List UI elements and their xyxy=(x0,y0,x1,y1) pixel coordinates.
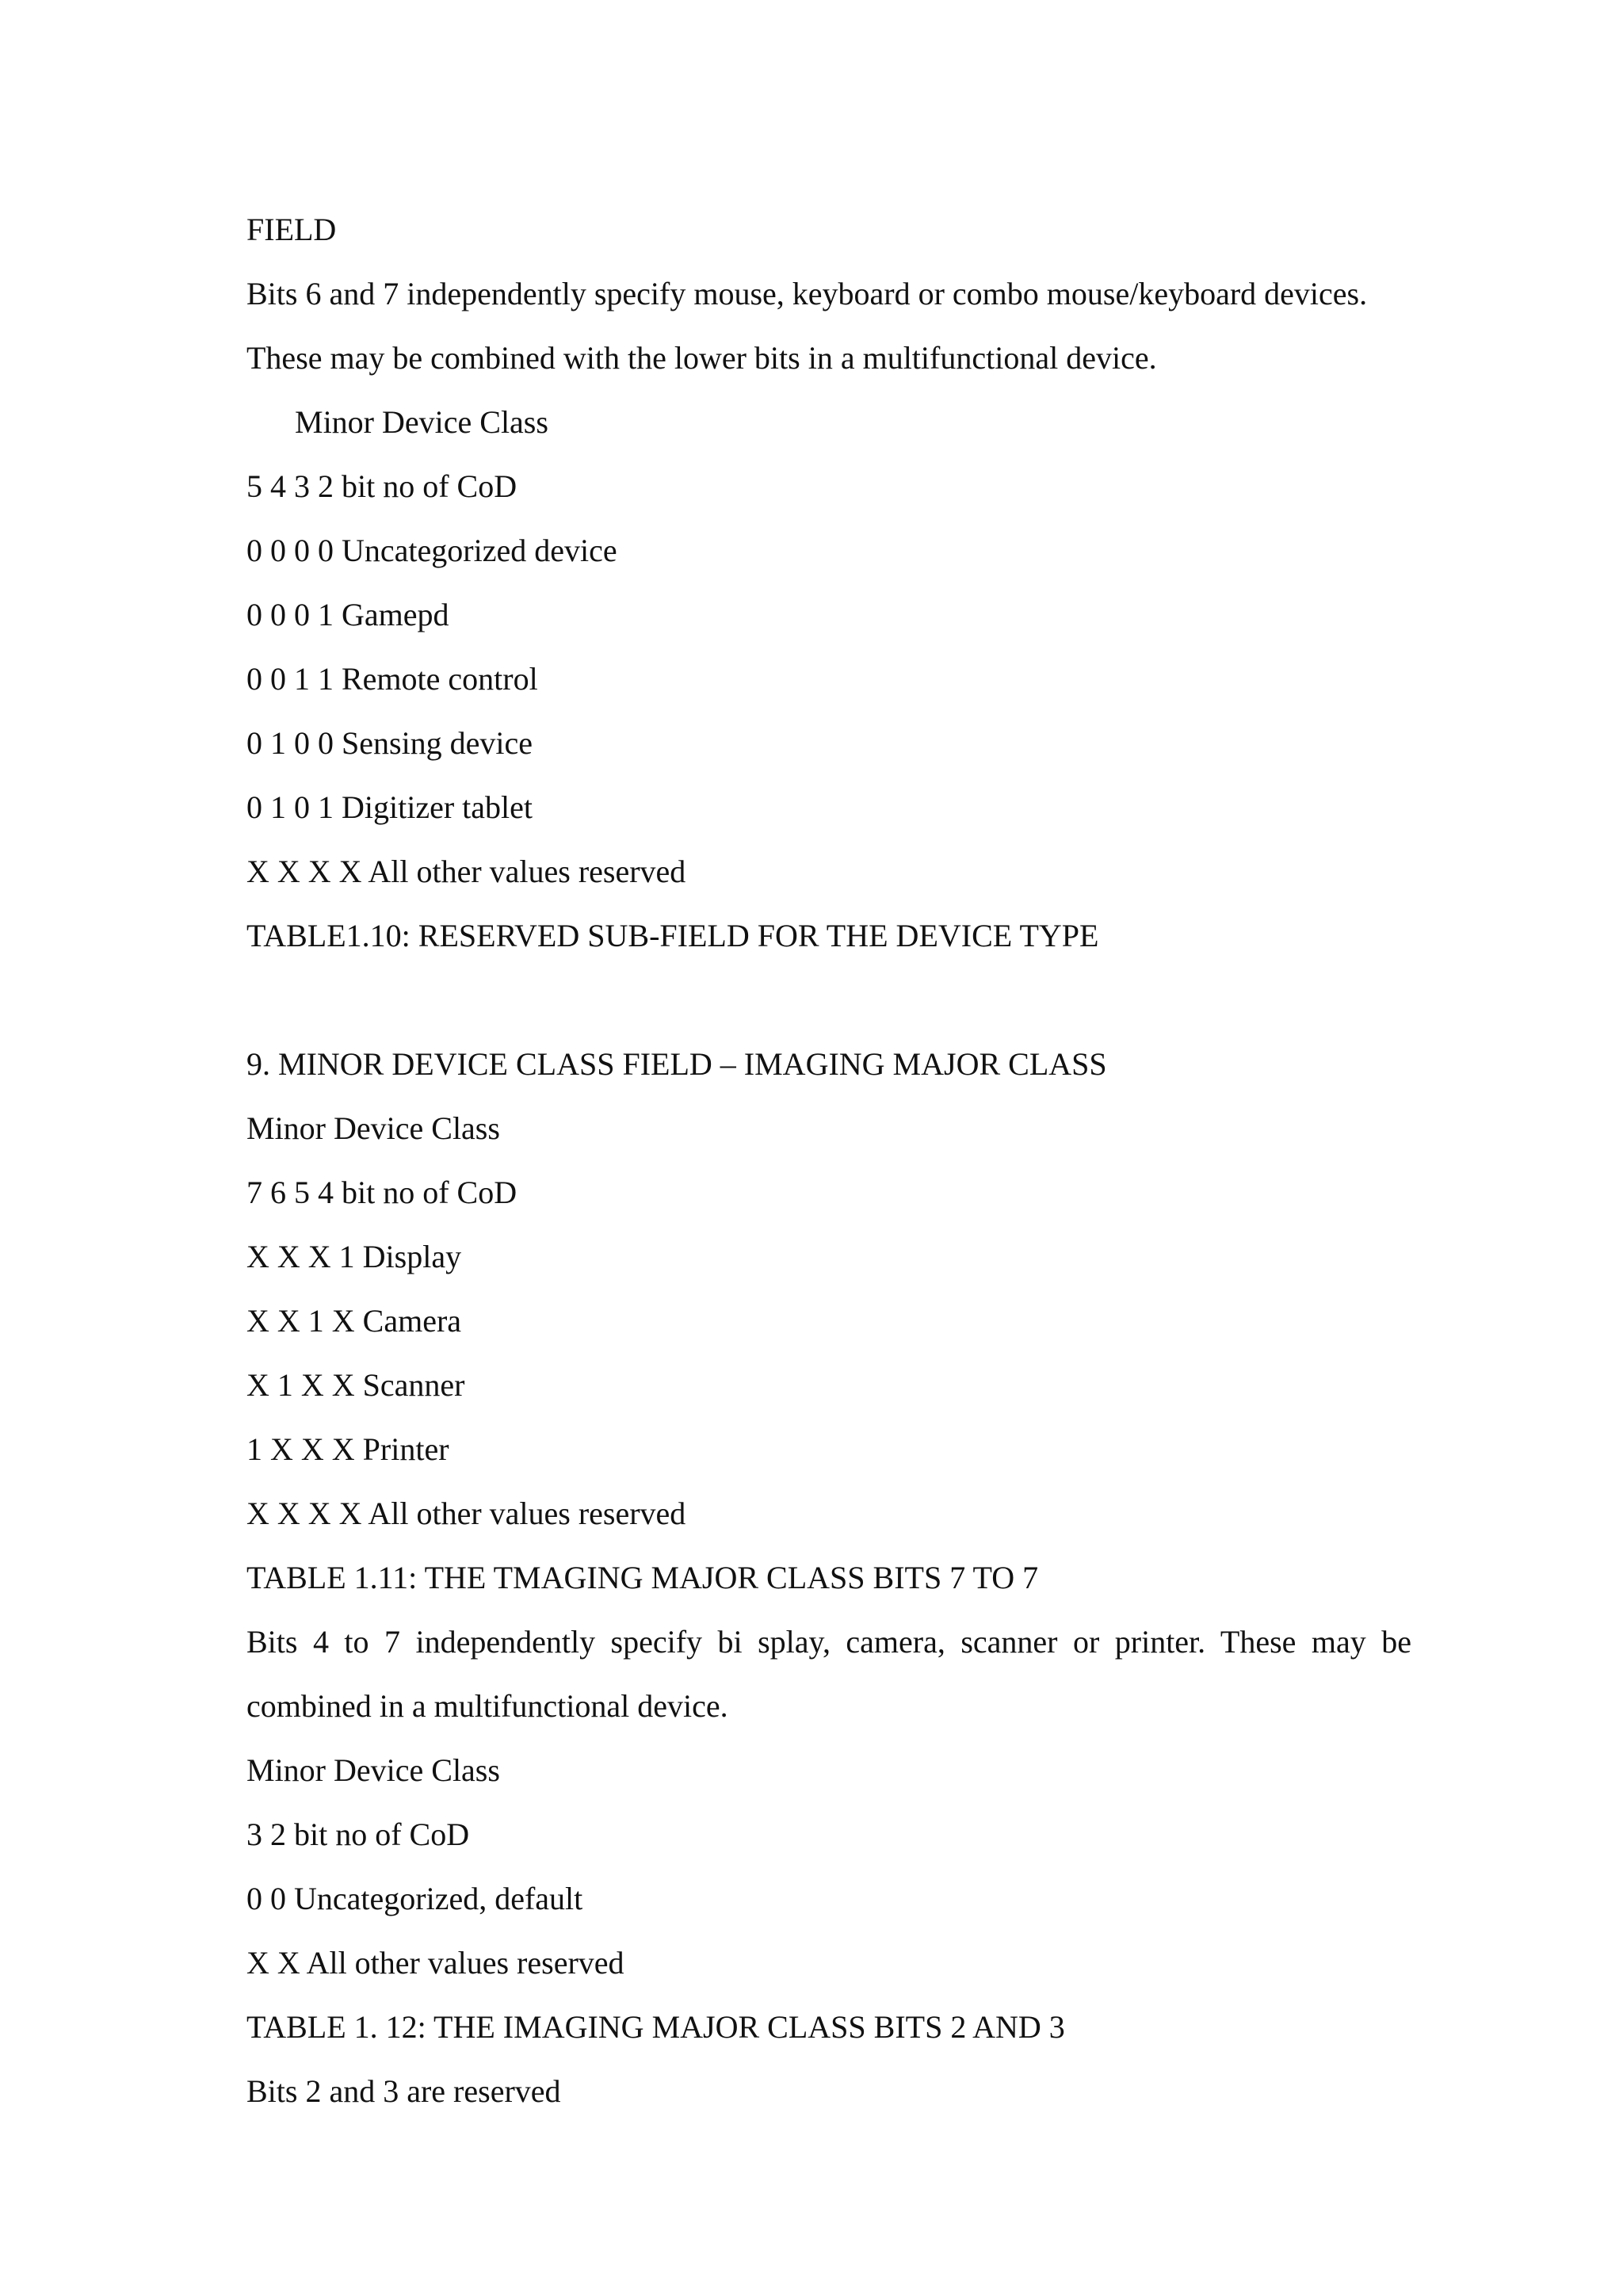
table-row: 0 0 1 1 Remote control xyxy=(246,661,538,697)
table-row: 0 0 0 1 Gamepd xyxy=(246,597,449,632)
document-body xyxy=(246,205,1411,2131)
table-row: X 1 X X Scanner xyxy=(246,1367,465,1403)
table-row: X X 1 X Camera xyxy=(246,1303,462,1339)
field-label: FIELD xyxy=(246,212,337,247)
table-row: X X All other values reserved xyxy=(246,1945,624,1981)
table-row: 0 1 0 0 Sensing device xyxy=(246,725,533,761)
table-row: X X X X All other values reserved xyxy=(246,1496,686,1531)
paragraph-line: Bits 6 and 7 independently specify mouse, keyboard or combo mouse/keyboard devices. xyxy=(246,276,1368,311)
table-heading: Minor Device Class xyxy=(246,1110,500,1146)
table-row: X X X 1 Display xyxy=(246,1239,462,1274)
paragraph-line: These may be combined with the lower bits in a multifunctional device. xyxy=(246,340,1157,376)
table-heading: Minor Device Class xyxy=(295,404,548,440)
table-row: 0 1 0 1 Digitizer tablet xyxy=(246,789,533,825)
table-row: 0 0 0 0 Uncategorized device xyxy=(246,533,617,568)
table-header-row: 3 2 bit no of CoD xyxy=(246,1817,470,1852)
table-row: 0 0 Uncategorized, default xyxy=(246,1881,583,1916)
table-row: X X X X All other values reserved xyxy=(246,854,686,889)
table-row: 1 X X X Printer xyxy=(246,1431,449,1467)
table-heading: Minor Device Class xyxy=(246,1752,500,1788)
table-header-row: 7 6 5 4 bit no of CoD xyxy=(246,1175,517,1210)
table-caption: TABLE 1. 12: THE IMAGING MAJOR CLASS BITS 2 AND 3 xyxy=(246,2009,1065,2045)
table-caption: TABLE 1.11: THE TMAGING MAJOR CLASS BITS 7 TO 7 xyxy=(246,1560,1039,1595)
section-spacer xyxy=(246,976,1411,1040)
table-caption: TABLE1.10: RESERVED SUB-FIELD FOR THE DEVICE TYPE xyxy=(246,918,1099,953)
paragraph-line-justified: Bits 4 to 7 independently specify bi splay, camera, scanner or printer. These may be xyxy=(246,1624,1411,1660)
closing-sentence: Bits 2 and 3 are reserved xyxy=(246,2073,561,2109)
table-header-row: 5 4 3 2 bit no of CoD xyxy=(246,468,517,504)
paragraph-line: combined in a multifunctional device. xyxy=(246,1688,728,1724)
section-heading: 9. MINOR DEVICE CLASS FIELD – IMAGING MAJOR CLASS xyxy=(246,1046,1107,1082)
